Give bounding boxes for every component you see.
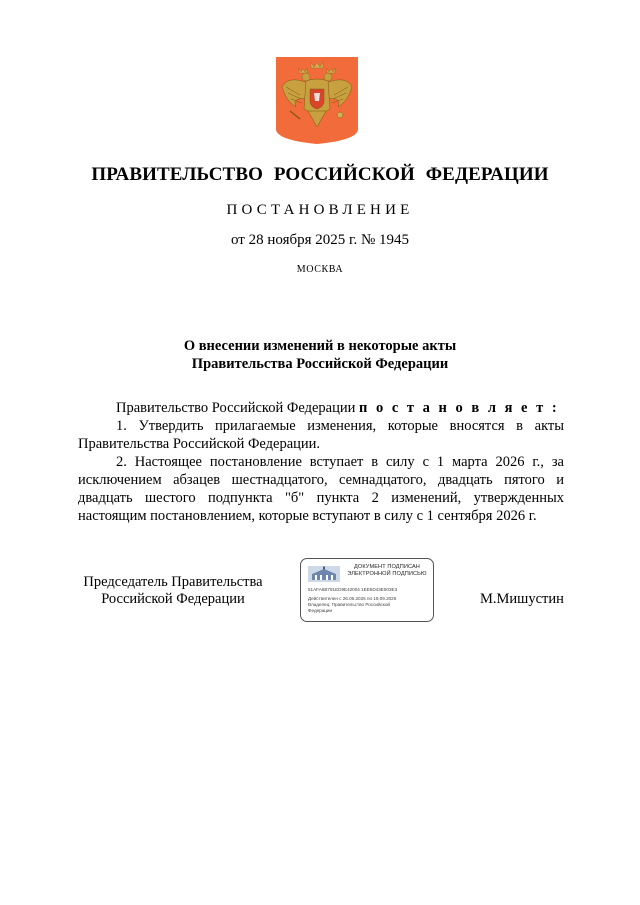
- document-body: [78, 399, 564, 525]
- subject-line-2: Правительства Российской Федерации: [191, 356, 449, 372]
- item-1: 1. Утвердить прилагаемые изменения, которые вносятся в акты Правительства Российской Федерации.: [78, 418, 564, 452]
- decree-intro: [78, 399, 564, 417]
- signer-name: М.Мишустин: [480, 591, 564, 607]
- certificate-details: [308, 596, 430, 614]
- certificate-owner-line-2: Федерации: [308, 608, 333, 613]
- electronic-signature-stamp: [300, 558, 434, 622]
- document-subject: [0, 337, 640, 373]
- signer-title-line-1: Председатель Правительства: [83, 574, 263, 590]
- subject-line-1: О внесении изменений в некоторые акты: [183, 338, 457, 354]
- building-icon: [308, 566, 340, 582]
- document-type: ПОСТАНОВЛЕНИЕ: [226, 202, 414, 218]
- signer-title: [78, 574, 268, 608]
- stamp-heading: [343, 564, 431, 578]
- signer-title-line-2: Российской Федерации: [101, 591, 245, 607]
- intro-text: Правительство Российской Федерации: [116, 400, 359, 416]
- stamp-heading-line-2: ЭЛЕКТРОННОЙ ПОДПИСЬЮ: [347, 571, 427, 577]
- certificate-owner-line-1: Владелец: Правительство Российской: [308, 602, 390, 607]
- document-city: МОСКВА: [296, 264, 344, 275]
- certificate-validity: Действителен с 26.06.2025 по 19.09.2026: [308, 596, 397, 601]
- coat-of-arms-icon: [276, 57, 358, 144]
- certificate-serial: 51AFA6B781ED9E42004 1EE5D43E503E3: [308, 587, 398, 592]
- government-name: ПРАВИТЕЛЬСТВО РОССИЙСКОЙ ФЕДЕРАЦИИ: [91, 164, 549, 185]
- document-date-number: от 28 ноября 2025 г. № 1945: [230, 232, 410, 248]
- stamp-heading-line-1: ДОКУМЕНТ ПОДПИСАН: [354, 564, 420, 570]
- decree-word: п о с т а н о в л я е т :: [358, 400, 560, 416]
- item-2: 2. Настоящее постановление вступает в силу с 1 марта 2026 г., за исключением абзацев шестнадцатого, семнадцатого, двадцать пятого и двадцать шестого подпункта "б" пункта 2 изменений, утвержденных настоящим постановлением, которые вступают в силу с 1 сентября 2026 г.: [78, 454, 564, 524]
